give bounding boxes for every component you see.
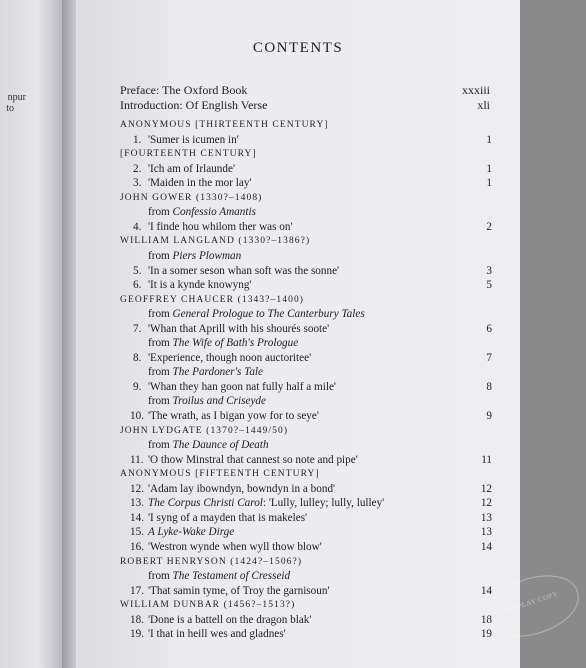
poem-first-line: : 'Lully, lulley; lully, lulley' <box>262 497 385 509</box>
front-matter-row <box>76 82 496 98</box>
source-name: The Testament of Cresseid <box>172 570 291 582</box>
left-page-fragment: to <box>6 103 14 114</box>
page-number: 5 <box>486 279 492 291</box>
poem-first-line: 'I syng of a mayden that is makeles' <box>148 512 308 524</box>
source-line <box>76 393 496 409</box>
source-prefix: from <box>148 570 173 582</box>
page-number: 12 <box>480 497 492 509</box>
author-name: ANONYMOUS [FIFTEENTH CENTURY] <box>120 469 320 479</box>
source-prefix: from <box>148 395 173 407</box>
source-title <box>148 393 266 409</box>
entry-number: 4. <box>133 221 142 233</box>
poem-title <box>148 626 286 642</box>
source-line <box>76 335 496 351</box>
author-name: WILLIAM DUNBAR (1456?–1513?) <box>120 600 296 610</box>
poem-first-line: 'In a somer seson whan soft was the sonne' <box>148 265 340 277</box>
source-prefix: from <box>148 308 173 320</box>
author-name: ROBERT HENRYSON (1424?–1506?) <box>120 557 303 567</box>
source-prefix: from <box>148 250 173 262</box>
toc-entry <box>76 524 496 540</box>
page-number: 1 <box>486 134 492 146</box>
author-heading <box>76 597 496 613</box>
author-name: ANONYMOUS [THIRTEENTH CENTURY] <box>120 120 329 130</box>
poem-first-line: 'The wrath, as I bigan yow for to seye' <box>148 410 319 422</box>
toc-entry <box>76 539 496 555</box>
source-title <box>148 568 290 584</box>
left-page-fragment: npur <box>7 92 26 103</box>
page-number: 11 <box>481 454 492 466</box>
poem-first-line: 'Westron wynde when wyll thow blow' <box>148 541 322 553</box>
page-number: 19 <box>480 628 492 640</box>
source-title <box>148 306 365 322</box>
page-number: 14 <box>480 541 492 553</box>
source-name: The Daunce of Death <box>172 439 269 451</box>
source-prefix: from <box>148 337 173 349</box>
poem-first-line: 'O thow Minstral that cannest so note and pipe' <box>148 454 358 466</box>
author-heading <box>76 233 496 249</box>
poem-italic-title: A Lyke-Wake Dirge <box>148 526 235 538</box>
source-line <box>76 364 496 380</box>
page-number: 7 <box>486 352 492 364</box>
author-heading <box>76 146 496 162</box>
source-name: The Pardoner's Tale <box>172 366 263 378</box>
poem-title <box>148 175 251 191</box>
stamp-watermark: DISPLAY COPY <box>480 565 586 647</box>
entry-number: 3. <box>133 177 142 189</box>
toc-entry <box>76 495 496 511</box>
source-title <box>148 364 263 380</box>
source-name: Troilus and Criseyde <box>172 395 266 407</box>
entry-number: 16. <box>130 541 144 553</box>
entry-number: 11. <box>130 454 144 466</box>
source-line <box>76 568 496 584</box>
source-prefix: from <box>148 206 173 218</box>
source-title <box>148 204 256 220</box>
source-name: General Prologue to The Canterbury Tales <box>172 308 365 320</box>
source-line <box>76 204 496 220</box>
poem-title <box>148 539 322 555</box>
entry-number: 19. <box>130 628 144 640</box>
poem-title <box>148 277 251 293</box>
author-name: JOHN LYDGATE (1370?–1449/50) <box>120 426 289 436</box>
poem-first-line: 'Whan that Aprill with his shourés soote' <box>148 323 330 335</box>
poem-first-line: 'I finde hou whilom ther was on' <box>148 221 293 233</box>
entry-number: 12. <box>130 483 144 495</box>
poem-title <box>148 408 319 424</box>
author-name: [FOURTEENTH CENTURY] <box>120 149 257 159</box>
entry-number: 1. <box>133 134 142 146</box>
front-matter-title: Preface: The Oxford Book <box>120 83 248 97</box>
page-number: 13 <box>480 526 492 538</box>
author-heading <box>76 466 496 482</box>
entry-number: 8. <box>133 352 142 364</box>
page-number: 8 <box>486 381 492 393</box>
poem-first-line: 'Done is a battell on the dragon blak' <box>148 614 312 626</box>
poem-first-line: 'That samin tyme, of Troy the garnisoun' <box>148 585 330 597</box>
page-number: 18 <box>480 614 492 626</box>
toc-entry <box>76 408 496 424</box>
page-number: 12 <box>480 483 492 495</box>
source-line <box>76 306 496 322</box>
author-name: WILLIAM LANGLAND (1330?–1386?) <box>120 236 311 246</box>
entry-number: 5. <box>133 265 142 277</box>
toc-entry <box>76 626 496 642</box>
page-number: 1 <box>486 163 492 175</box>
source-title <box>148 335 298 351</box>
source-prefix: from <box>148 366 173 378</box>
poem-first-line: 'It is a kynde knowyng' <box>148 279 252 291</box>
toc-entry <box>76 277 496 293</box>
book-gutter <box>62 0 76 668</box>
poem-italic-title: The Corpus Christi Carol <box>148 497 263 509</box>
left-page-edge <box>0 0 62 668</box>
poem-first-line: 'Adam lay ibowndyn, bowndyn in a bond' <box>148 483 336 495</box>
source-title <box>148 248 241 264</box>
author-name: GEOFFREY CHAUCER (1343?–1400) <box>120 295 305 305</box>
source-prefix: from <box>148 439 173 451</box>
entry-number: 13. <box>130 497 144 509</box>
page-number: 14 <box>480 585 492 597</box>
source-line <box>76 437 496 453</box>
source-title <box>148 437 269 453</box>
page-number: 6 <box>486 323 492 335</box>
entry-number: 18. <box>130 614 144 626</box>
entry-number: 2. <box>133 163 142 175</box>
poem-title <box>148 524 234 540</box>
page-number: 1 <box>486 177 492 189</box>
source-name: The Wife of Bath's Prologue <box>172 337 299 349</box>
poem-first-line: 'Sumer is icumen in' <box>148 134 239 146</box>
page-number: 13 <box>480 512 492 524</box>
source-name: Piers Plowman <box>172 250 242 262</box>
poem-first-line: 'Ich am of Irlaunde' <box>148 163 235 175</box>
entry-number: 15. <box>130 526 144 538</box>
poem-first-line: 'I that in heill wes and gladnes' <box>148 628 286 640</box>
poem-first-line: 'Maiden in the mor lay' <box>148 177 252 189</box>
page-number: 9 <box>486 410 492 422</box>
page-title: CONTENTS <box>252 40 344 56</box>
contents-page <box>76 0 560 668</box>
poem-first-line: 'Experience, though noon auctoritee' <box>148 352 312 364</box>
page-number: 3 <box>486 265 492 277</box>
entry-number: 14. <box>130 512 144 524</box>
front-matter-row <box>76 97 496 113</box>
author-heading <box>76 117 496 133</box>
source-name: Confessio Amantis <box>172 206 256 218</box>
author-name: JOHN GOWER (1330?–1408) <box>120 193 263 203</box>
toc-entry <box>76 175 496 191</box>
poem-first-line: 'Whan they han goon nat fully half a mile' <box>148 381 336 393</box>
source-line <box>76 248 496 264</box>
front-matter-title: Introduction: Of English Verse <box>120 98 268 112</box>
entry-number: 9. <box>133 381 142 393</box>
entry-number: 10. <box>130 410 144 422</box>
page-number: xli <box>477 98 490 112</box>
entry-number: 6. <box>133 279 142 291</box>
page-number: xxxiii <box>461 83 490 97</box>
entry-number: 7. <box>133 323 142 335</box>
page-number: 2 <box>486 221 492 233</box>
entry-number: 17. <box>130 585 144 597</box>
poem-title <box>148 495 384 511</box>
